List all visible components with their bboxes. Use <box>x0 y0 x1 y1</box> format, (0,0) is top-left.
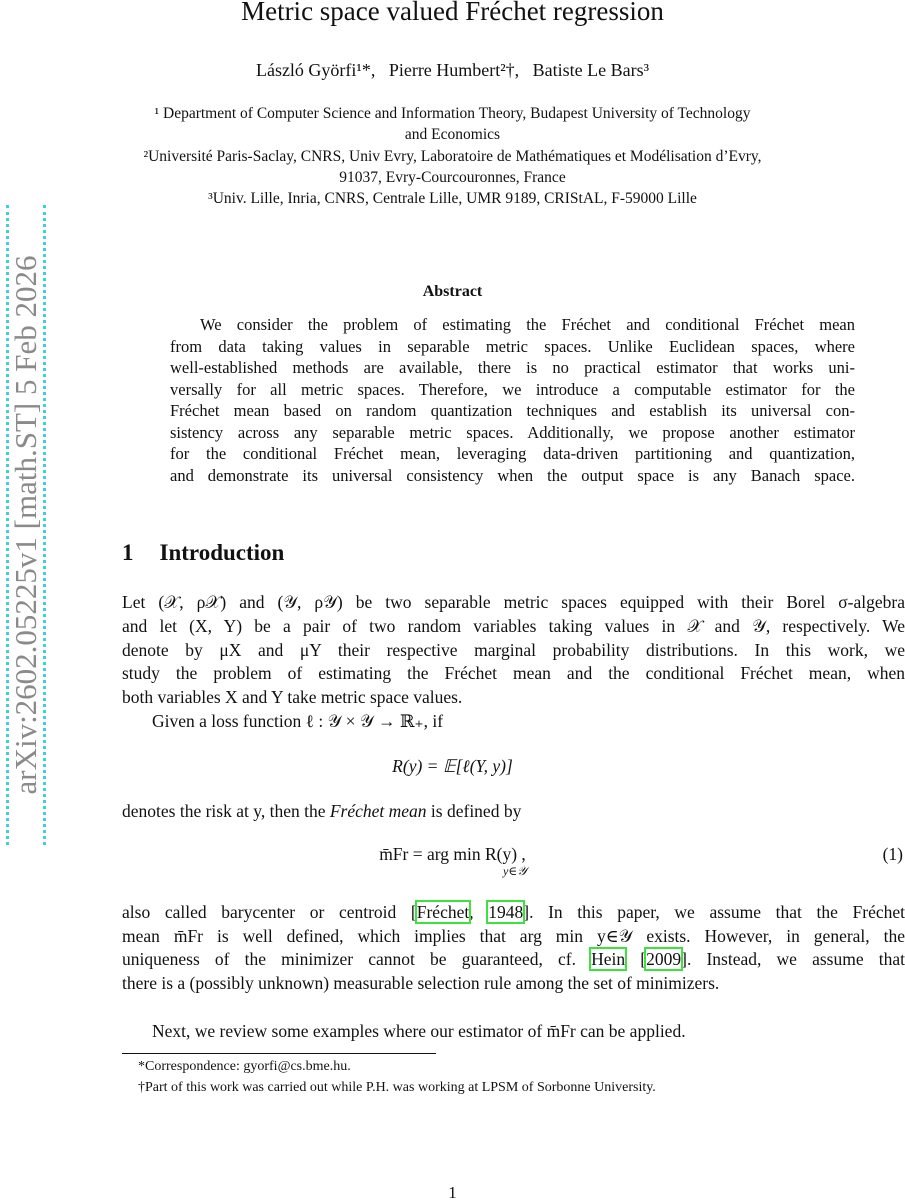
equation-risk: R(y) = 𝔼[ℓ(Y, y)] <box>392 756 513 776</box>
para-line: mean m̄Fr is well defined, which implies that arg min y∈𝒴 exists. However, in general, the <box>122 926 905 946</box>
para-line: there is a (possibly unknown) measurable selection rule among the set of minimizers. <box>122 973 720 993</box>
text: ]. In this paper, we assume that the Fréchet <box>523 902 905 922</box>
affiliation-2: ²Université Paris-Saclay, CNRS, Univ Evry, Laboratoire de Mathématiques et Modélisation d’Evry, <box>143 148 762 165</box>
abstract-line: for the conditional Fréchet mean, leveraging data-driven partitioning and quantization, <box>170 444 855 463</box>
intro-line: Given a loss function ℓ : 𝒴 × 𝒴 → ℝ₊, if <box>152 711 444 731</box>
text: denotes the risk at y, then the <box>122 801 330 821</box>
citation-frechet[interactable]: Fréchet <box>416 902 470 922</box>
arxiv-identifier: arXiv:2602.05225v1 [math.ST] 5 Feb 2026 <box>8 255 43 795</box>
text: uniqueness of the minimizer cannot be guaranteed, cf. <box>122 949 592 969</box>
para-line <box>122 948 905 970</box>
abstract-line: versally for all metric spaces. Therefore, we introduce a computable estimator for the <box>170 380 855 399</box>
equation-1: m̄Fr = arg min R(y) , <box>379 844 526 864</box>
citation-hein[interactable]: Hein <box>591 949 626 969</box>
section-heading <box>122 540 284 566</box>
text: , <box>469 902 489 922</box>
footnote-rule <box>122 1053 436 1054</box>
para-line: Next, we review some examples where our estimator of m̄Fr can be applied. <box>152 1021 686 1041</box>
abstract-line: sistency across any separable metric spaces. Additionally, we propose another estimator <box>170 423 855 442</box>
intro-line: denote by μX and μY their respective marginal probability distributions. In this work, we <box>122 640 905 660</box>
intro-line: study the problem of estimating the Fréchet mean and the conditional Fréchet mean, when <box>122 663 905 683</box>
section-number: 1 <box>122 540 134 565</box>
text: [ <box>625 949 647 969</box>
intro-line: and let (X, Y) be a pair of two random variables taking values in 𝒳 and 𝒴, respectively. We <box>122 616 905 636</box>
page-number: 1 <box>448 1183 457 1202</box>
footnote-1: *Correspondence: gyorfi@cs.bme.hu. <box>138 1059 351 1074</box>
risk-definition-line <box>122 800 905 822</box>
emphasis: Fréchet mean <box>329 801 427 821</box>
intro-line: both variables X and Y take metric space values. <box>122 687 463 707</box>
affiliation-3: ³Univ. Lille, Inria, CNRS, Centrale Lille, UMR 9189, CRIStAL, F-59000 Lille <box>208 190 697 207</box>
authors: László Györfi¹*, Pierre Humbert²†, Batiste Le Bars³ <box>255 60 650 80</box>
affiliation-1-cont: and Economics <box>404 126 501 143</box>
abstract-line: We consider the problem of estimating the Fréchet and conditional Fréchet mean <box>200 315 855 334</box>
section-title: Introduction <box>159 540 285 565</box>
abstract-line: well-established methods are available, there is no practical estimator that works uni- <box>170 358 855 377</box>
citation-frechet-year[interactable]: 1948 <box>488 902 524 922</box>
footnote-2: †Part of this work was carried out while P.H. was working at LPSM of Sorbonne University. <box>138 1080 656 1095</box>
abstract-heading: Abstract <box>422 283 483 300</box>
arxiv-stamp <box>6 205 46 845</box>
intro-line: Let (𝒳, ρ𝒳) and (𝒴, ρ𝒴) be two separable metric spaces equipped with their Borel σ-algebra <box>122 592 905 612</box>
affiliation-2-cont: 91037, Evry-Courcouronnes, France <box>339 169 566 186</box>
affiliation-1: ¹ Department of Computer Science and Information Theory, Budapest University of Technology <box>154 105 751 122</box>
citation-hein-year[interactable]: 2009 <box>646 949 682 969</box>
equation-number: (1) <box>882 844 903 864</box>
abstract-line: Fréchet mean based on random quantization techniques and establish its universal con- <box>170 401 855 420</box>
paper-title: Metric space valued Fréchet regression <box>241 0 664 26</box>
text: ]. Instead, we assume that <box>681 949 905 969</box>
para-line <box>122 901 905 923</box>
text: is defined by <box>426 801 522 821</box>
text: also called barycenter or centroid [ <box>122 902 417 922</box>
equation-1-subscript: y∈𝒴 <box>503 864 527 878</box>
abstract-line: and demonstrate its universal consistency when the output space is any Banach space. <box>170 466 855 485</box>
abstract-line: from data taking values in separable metric spaces. Unlike Euclidean spaces, where <box>170 337 855 356</box>
